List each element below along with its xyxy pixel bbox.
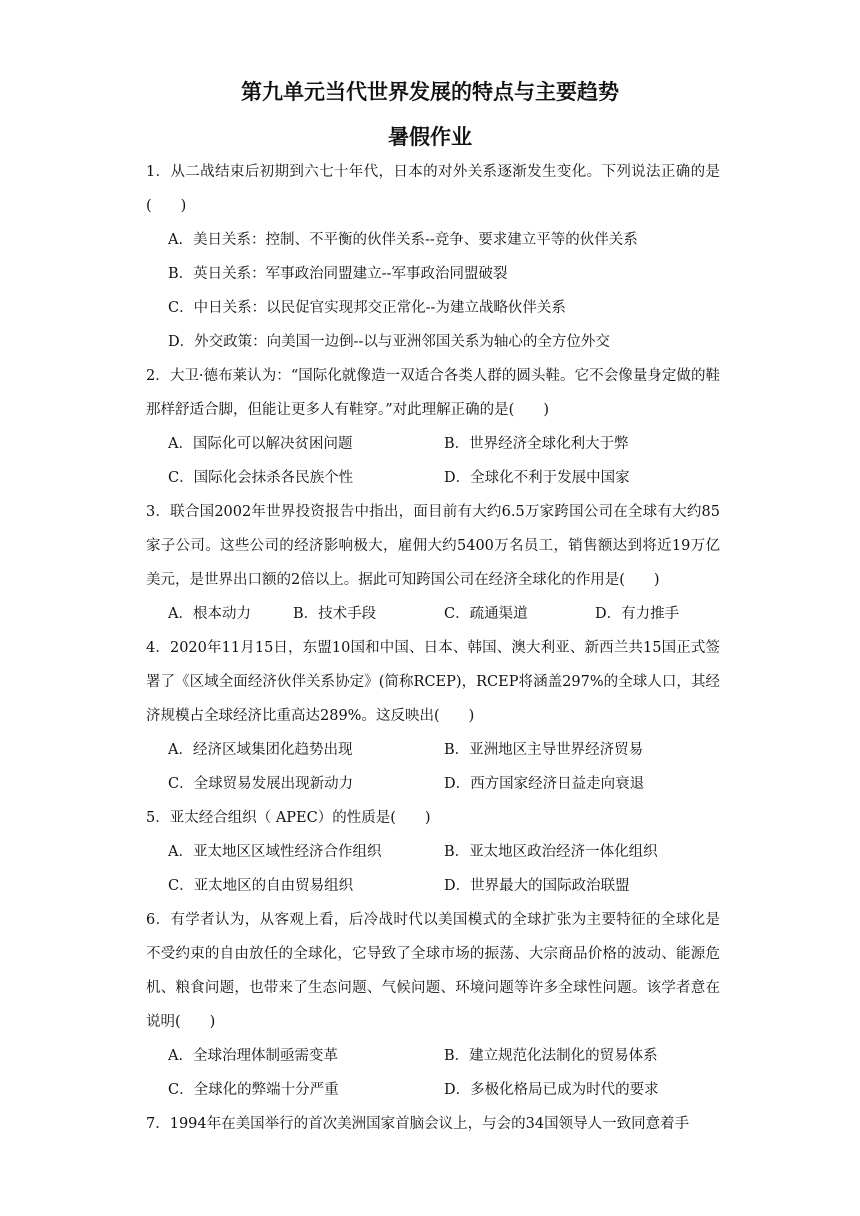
question-7-stem: 7．1994年在美国举行的首次美洲国家首脑会议上，与会的34国领导人一致同意着手 [146,1116,690,1132]
question-4-option-d: D．西方国家经济日益走向衰退 [444,776,645,792]
question-1-option-d: D．外交政策：向美国一边倒--以与亚洲邻国关系为轴心的全方位外交 [168,334,610,350]
question-4-option-a: A．经济区域集团化趋势出现 [168,742,353,758]
question-5-stem: 5．亚太经合组织（ APEC）的性质是( ) [146,810,431,826]
question-6-option-a: A．全球治理体制亟需变革 [168,1048,338,1064]
question-1-option-a: A．美日关系：控制、不平衡的伙伴关系--竞争、要求建立平等的伙伴关系 [168,232,638,248]
question-6-option-d: D．多极化格局已成为时代的要求 [444,1082,659,1098]
question-3-option-c: C．疏通渠道 [444,606,528,622]
question-6-stem: 6．有学者认为，从客观上看，后冷战时代以美国模式的全球扩张为主要特征的全球化是不受约束的自由放任的全球化，它导致了全球市场的振荡、大宗商品价格的波动、能源危机、粮食问题，也带来了生态问题、气候问题、环境问题等许多全球性问题。该学者意在说明( ) [146,912,720,1030]
question-2-option-d: D．全球化不利于发展中国家 [444,470,630,486]
question-6-option-b: B．建立规范化法制化的贸易体系 [444,1048,658,1064]
question-4-option-b: B．亚洲地区主导世界经济贸易 [444,742,644,758]
question-2-option-c: C．国际化会抹杀各民族个性 [168,470,354,486]
question-5-option-d: D．世界最大的国际政治联盟 [444,878,630,894]
question-1-stem: 1．从二战结束后初期到六七十年代，日本的对外关系逐渐发生变化。下列说法正确的是( ) [146,164,720,214]
question-3-option-d: D．有力推手 [595,606,680,622]
question-5-option-a: A．亚太地区区域性经济合作组织 [168,844,382,860]
question-3-option-b: B．技术手段 [293,606,377,622]
question-5-option-b: B．亚太地区政治经济一体化组织 [444,844,658,860]
question-2-stem: 2．大卫·德布莱认为：“国际化就像造一双适合各类人群的圆头鞋。它不会像量身定做的鞋那样舒适合脚，但能让更多人有鞋穿。”对此理解正确的是( ) [146,368,720,418]
question-1-option-b: B．英日关系：军事政治同盟建立--军事政治同盟破裂 [168,266,508,282]
question-2-option-b: B．世界经济全球化利大于弊 [444,436,629,452]
question-3-stem: 3．联合国2002年世界投资报告中指出，面目前有大约6.5万家跨国公司在全球有大约85家子公司。这些公司的经济影响极大，雇佣大约5400万名员工，销售额达到将近19万亿美元，是世界出口额的2倍以上。据此可知跨国公司在经济全球化的作用是( ) [146,504,720,588]
question-3-option-a: A．根本动力 [168,606,251,622]
question-5-option-c: C．亚太地区的自由贸易组织 [168,878,354,894]
question-6-option-c: C．全球化的弊端十分严重 [168,1082,339,1098]
document-title: 第九单元当代世界发展的特点与主要趋势 [241,80,619,104]
question-4-option-c: C．全球贸易发展出现新动力 [168,776,354,792]
question-4-stem: 4．2020年11月15日，东盟10国和中国、日本、韩国、澳大利亚、新西兰共15国正式签署了《区域全面经济伙伴关系协定》(简称RCEP)，RCEP将涵盖297%的全球人口，其经济规模占全球经济比重高达289%。这反映出( ) [146,640,720,724]
question-1-option-c: C．中日关系：以民促官实现邦交正常化--为建立战略伙伴关系 [168,300,566,316]
document-subtitle: 暑假作业 [388,125,472,149]
question-2-option-a: A．国际化可以解决贫困问题 [168,436,353,452]
